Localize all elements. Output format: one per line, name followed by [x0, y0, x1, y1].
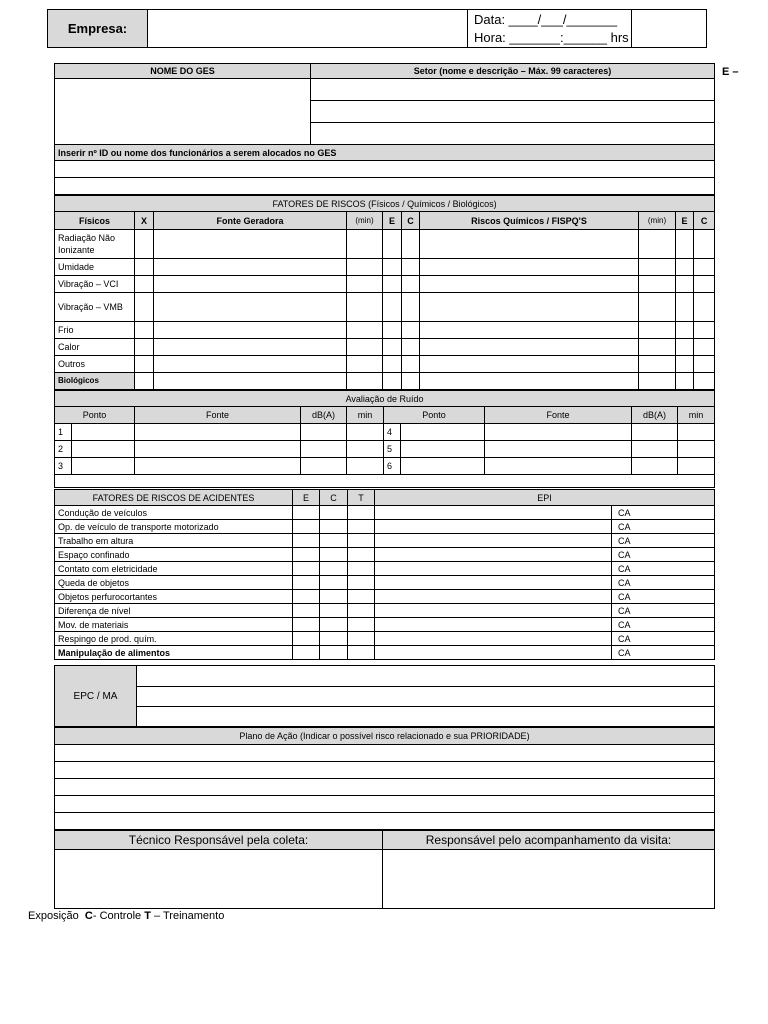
legend-t-text: – Treinamento: [154, 910, 225, 922]
legend-c-text: - Controle: [92, 910, 142, 922]
risco-input-cell[interactable]: [154, 373, 347, 390]
epc-label: EPC / MA: [55, 666, 137, 727]
acidentes-body: [55, 506, 715, 660]
col-e-header: E: [293, 490, 320, 506]
risco-input-cell[interactable]: [135, 339, 154, 356]
acidente-input-cell[interactable]: [375, 506, 612, 520]
acidente-label: Queda de objetos: [55, 576, 293, 590]
risco-input-cell[interactable]: [135, 356, 154, 373]
acidente-input-cell[interactable]: [348, 604, 375, 618]
acidente-label: Contato com eletricidade: [55, 562, 293, 576]
acidente-label: Espaço confinado: [55, 548, 293, 562]
ca-field[interactable]: CA: [612, 618, 715, 632]
plano-field[interactable]: [55, 779, 715, 796]
riscos-row: [55, 230, 715, 259]
ruido-body: [55, 424, 715, 475]
ruido-input-cell[interactable]: [301, 424, 347, 441]
risco-fisico-label: Calor: [55, 339, 135, 356]
acidente-input-cell[interactable]: [348, 618, 375, 632]
risco-input-cell[interactable]: [420, 293, 639, 322]
risco-input-cell[interactable]: [154, 230, 347, 259]
risco-input-cell[interactable]: [154, 259, 347, 276]
ruido-input-cell[interactable]: [347, 458, 384, 475]
acidente-input-cell[interactable]: [375, 548, 612, 562]
ca-field[interactable]: CA: [612, 520, 715, 534]
risco-input-cell[interactable]: [402, 322, 420, 339]
epc-table: [54, 665, 715, 727]
acidente-input-cell[interactable]: [375, 604, 612, 618]
risco-input-cell[interactable]: [639, 373, 676, 390]
plano-field[interactable]: [55, 745, 715, 762]
empresa-field[interactable]: [148, 10, 468, 48]
risco-input-cell[interactable]: [694, 293, 715, 322]
acidentes-table: [54, 489, 715, 660]
risco-input-cell[interactable]: [402, 339, 420, 356]
setor-field[interactable]: [311, 79, 715, 101]
risco-input-cell[interactable]: [420, 259, 639, 276]
risco-fisico-label: Vibração – VMB: [55, 293, 135, 322]
risco-input-cell[interactable]: [639, 339, 676, 356]
risco-fisico-label: Frio: [55, 322, 135, 339]
ruido-input-cell[interactable]: [135, 458, 301, 475]
risco-input-cell[interactable]: [694, 373, 715, 390]
risco-input-cell[interactable]: [347, 293, 383, 322]
acidente-input-cell[interactable]: [348, 632, 375, 646]
acidente-input-cell[interactable]: [293, 506, 320, 520]
risco-input-cell[interactable]: [347, 356, 383, 373]
ruido-input-cell[interactable]: [678, 424, 715, 441]
acidentes-title: FATORES DE RISCOS DE ACIDENTES: [55, 490, 293, 506]
acidente-row: [55, 632, 715, 646]
acidente-input-cell[interactable]: [320, 562, 348, 576]
tecnico-label: Técnico Responsável pela coleta:: [55, 831, 383, 850]
risco-input-cell[interactable]: [135, 373, 154, 390]
riscos-title: FATORES DE RISCOS (Físicos / Químicos / Biológicos): [55, 196, 715, 212]
col-c-header: C: [320, 490, 348, 506]
legend-exposicao: Exposição: [28, 910, 79, 922]
risco-input-cell[interactable]: [347, 230, 383, 259]
acidente-input-cell[interactable]: [293, 646, 320, 660]
plano-title: Plano de Ação (Indicar o possível risco relacionado e sua PRIORIDADE): [55, 728, 715, 745]
risco-input-cell[interactable]: [676, 339, 694, 356]
acidente-input-cell[interactable]: [293, 548, 320, 562]
ruido-input-cell[interactable]: [347, 424, 384, 441]
risco-input-cell[interactable]: [676, 293, 694, 322]
riscos-col-header: (min): [639, 212, 676, 230]
risco-input-cell[interactable]: [135, 259, 154, 276]
acidente-row: [55, 520, 715, 534]
nome-ges-field[interactable]: [55, 79, 311, 145]
risco-input-cell[interactable]: [402, 293, 420, 322]
acidente-input-cell[interactable]: [293, 618, 320, 632]
riscos-col-header: C: [694, 212, 715, 230]
risco-input-cell[interactable]: [420, 356, 639, 373]
acidente-input-cell[interactable]: [348, 590, 375, 604]
ruido-col-header: dB(A): [632, 407, 678, 424]
ruido-table: [54, 390, 715, 488]
funcionarios-field[interactable]: [55, 178, 715, 195]
ruido-row: [55, 458, 715, 475]
hora-label: Hora: _______:______ hrs: [474, 29, 629, 45]
acidente-input-cell[interactable]: [375, 562, 612, 576]
risco-input-cell[interactable]: [639, 276, 676, 293]
ruido-input-cell[interactable]: [678, 441, 715, 458]
risco-input-cell[interactable]: [420, 322, 639, 339]
ruido-col-header: min: [347, 407, 384, 424]
ruido-col-header: dB(A): [301, 407, 347, 424]
acidente-row: [55, 618, 715, 632]
risco-input-cell[interactable]: [676, 276, 694, 293]
responsavel-signature-field[interactable]: [383, 850, 715, 909]
acidente-input-cell[interactable]: [320, 548, 348, 562]
acidente-row: [55, 646, 715, 660]
riscos-col-header: Físicos: [55, 212, 135, 230]
risco-input-cell[interactable]: [135, 293, 154, 322]
risco-input-cell[interactable]: [154, 339, 347, 356]
risco-input-cell[interactable]: [135, 230, 154, 259]
ruido-input-cell[interactable]: [632, 424, 678, 441]
riscos-col-header: Fonte Geradora: [154, 212, 347, 230]
acidente-label: Respingo de prod. quím.: [55, 632, 293, 646]
ruido-input-cell[interactable]: [72, 424, 135, 441]
acidente-row: [55, 576, 715, 590]
ruido-spacer: [55, 475, 715, 488]
ruido-point-number: 4: [384, 424, 401, 441]
ca-field[interactable]: CA: [612, 646, 715, 660]
riscos-col-header: C: [402, 212, 420, 230]
ruido-input-cell[interactable]: [485, 441, 632, 458]
ca-field[interactable]: CA: [612, 506, 715, 520]
epc-field[interactable]: [137, 666, 715, 687]
acidente-input-cell[interactable]: [293, 562, 320, 576]
riscos-row: [55, 259, 715, 276]
riscos-col-header: E: [383, 212, 402, 230]
ca-field[interactable]: CA: [612, 576, 715, 590]
acidente-input-cell[interactable]: [293, 632, 320, 646]
setor-field[interactable]: [311, 123, 715, 145]
riscos-header-row: [55, 212, 715, 230]
risco-input-cell[interactable]: [676, 259, 694, 276]
risco-input-cell[interactable]: [402, 276, 420, 293]
ca-field[interactable]: CA: [612, 590, 715, 604]
ruido-input-cell[interactable]: [401, 458, 485, 475]
risco-input-cell[interactable]: [347, 259, 383, 276]
ruido-col-header: min: [678, 407, 715, 424]
acidente-input-cell[interactable]: [375, 646, 612, 660]
risco-input-cell[interactable]: [420, 339, 639, 356]
risco-input-cell[interactable]: [383, 339, 402, 356]
ca-field[interactable]: CA: [612, 604, 715, 618]
acidente-input-cell[interactable]: [320, 646, 348, 660]
ruido-input-cell[interactable]: [401, 424, 485, 441]
ruido-input-cell[interactable]: [347, 441, 384, 458]
ruido-input-cell[interactable]: [72, 441, 135, 458]
riscos-row: [55, 293, 715, 322]
risco-input-cell[interactable]: [402, 230, 420, 259]
risco-input-cell[interactable]: [135, 276, 154, 293]
ca-field[interactable]: CA: [612, 562, 715, 576]
acidente-input-cell[interactable]: [375, 618, 612, 632]
funcionarios-label: Inserir nº ID ou nome dos funcionários a serem alocados no GES: [55, 145, 715, 161]
acidente-input-cell[interactable]: [375, 520, 612, 534]
risco-input-cell[interactable]: [694, 356, 715, 373]
risco-input-cell[interactable]: [676, 230, 694, 259]
acidente-row: [55, 548, 715, 562]
ruido-header-row: [55, 407, 715, 424]
ruido-input-cell[interactable]: [678, 458, 715, 475]
acidente-label: Objetos perfurocortantes: [55, 590, 293, 604]
ruido-title: Avaliação de Ruído: [55, 391, 715, 407]
ruido-col-header: Ponto: [55, 407, 135, 424]
ca-field[interactable]: CA: [612, 534, 715, 548]
acidente-input-cell[interactable]: [293, 520, 320, 534]
risco-fisico-label: Vibração – VCI: [55, 276, 135, 293]
ruido-input-cell[interactable]: [301, 441, 347, 458]
risco-input-cell[interactable]: [639, 322, 676, 339]
riscos-col-header: (min): [347, 212, 383, 230]
risco-input-cell[interactable]: [347, 373, 383, 390]
risco-input-cell[interactable]: [347, 322, 383, 339]
ruido-point-number: 1: [55, 424, 72, 441]
assinaturas-table: [54, 830, 715, 909]
plano-field[interactable]: [55, 796, 715, 813]
acidente-input-cell[interactable]: [320, 520, 348, 534]
epc-field[interactable]: [137, 707, 715, 727]
acidente-input-cell[interactable]: [348, 576, 375, 590]
riscos-col-header: Riscos Químicos / FISPQ'S: [420, 212, 639, 230]
tecnico-signature-field[interactable]: [55, 850, 383, 909]
ruido-point-number: 2: [55, 441, 72, 458]
risco-input-cell[interactable]: [639, 259, 676, 276]
acidente-input-cell[interactable]: [293, 534, 320, 548]
responsavel-label: Responsável pelo acompanhamento da visita:: [383, 831, 715, 850]
funcionarios-field[interactable]: [55, 161, 715, 178]
acidente-input-cell[interactable]: [293, 604, 320, 618]
ruido-input-cell[interactable]: [485, 424, 632, 441]
ruido-input-cell[interactable]: [72, 458, 135, 475]
data-label: Data: ____/___/_______: [474, 11, 618, 27]
epi-header: EPI: [375, 490, 715, 506]
riscos-row: [55, 373, 715, 390]
ruido-col-header: Fonte: [485, 407, 632, 424]
riscos-col-header: E: [676, 212, 694, 230]
acidente-input-cell[interactable]: [320, 534, 348, 548]
riscos-col-header: X: [135, 212, 154, 230]
acidente-input-cell[interactable]: [293, 590, 320, 604]
nome-ges-label: NOME DO GES: [55, 64, 311, 79]
acidente-input-cell[interactable]: [348, 646, 375, 660]
ruido-col-header: Fonte: [135, 407, 301, 424]
ruido-row: [55, 424, 715, 441]
setor-field[interactable]: [311, 101, 715, 123]
acidente-row: [55, 562, 715, 576]
ca-field[interactable]: CA: [612, 548, 715, 562]
acidente-input-cell[interactable]: [348, 534, 375, 548]
risco-input-cell[interactable]: [420, 373, 639, 390]
acidente-label: Op. de veículo de transporte motorizado: [55, 520, 293, 534]
acidente-input-cell[interactable]: [320, 590, 348, 604]
ruido-row: [55, 441, 715, 458]
riscos-table: [54, 195, 715, 390]
acidente-row: [55, 506, 715, 520]
risco-input-cell[interactable]: [639, 356, 676, 373]
header-extra-cell: [632, 10, 707, 48]
risco-input-cell[interactable]: [694, 339, 715, 356]
risco-input-cell[interactable]: [383, 293, 402, 322]
ges-table: [54, 63, 715, 195]
acidente-input-cell[interactable]: [348, 506, 375, 520]
ruido-input-cell[interactable]: [401, 441, 485, 458]
risco-input-cell[interactable]: [383, 356, 402, 373]
side-note: E –: [722, 66, 739, 78]
acidente-input-cell[interactable]: [375, 590, 612, 604]
risco-input-cell[interactable]: [694, 276, 715, 293]
plano-table: [54, 727, 715, 830]
risco-input-cell[interactable]: [402, 373, 420, 390]
col-t-header: T: [348, 490, 375, 506]
risco-input-cell[interactable]: [347, 339, 383, 356]
riscos-row: [55, 356, 715, 373]
setor-label: Setor (nome e descrição – Máx. 99 caracteres): [311, 64, 715, 79]
riscos-row: [55, 322, 715, 339]
risco-input-cell[interactable]: [639, 293, 676, 322]
acidente-label: Condução de veículos: [55, 506, 293, 520]
risco-input-cell[interactable]: [154, 322, 347, 339]
ruido-input-cell[interactable]: [135, 441, 301, 458]
epc-field[interactable]: [137, 687, 715, 707]
risco-input-cell[interactable]: [639, 230, 676, 259]
acidente-label: Trabalho em altura: [55, 534, 293, 548]
riscos-row: [55, 276, 715, 293]
acidente-input-cell[interactable]: [320, 604, 348, 618]
ruido-input-cell[interactable]: [301, 458, 347, 475]
ruido-input-cell[interactable]: [632, 458, 678, 475]
empresa-label: Empresa:: [48, 10, 148, 48]
legend-c-letter: C: [84, 910, 93, 922]
risco-input-cell[interactable]: [694, 259, 715, 276]
acidente-input-cell[interactable]: [375, 632, 612, 646]
risco-input-cell[interactable]: [676, 373, 694, 390]
risco-input-cell[interactable]: [383, 322, 402, 339]
acidente-input-cell[interactable]: [320, 618, 348, 632]
acidente-input-cell[interactable]: [348, 562, 375, 576]
risco-input-cell[interactable]: [676, 356, 694, 373]
acidente-row: [55, 604, 715, 618]
acidente-input-cell[interactable]: [348, 548, 375, 562]
risco-fisico-label: Umidade: [55, 259, 135, 276]
risco-input-cell[interactable]: [694, 322, 715, 339]
acidente-input-cell[interactable]: [320, 506, 348, 520]
risco-input-cell[interactable]: [135, 322, 154, 339]
acidente-row: [55, 534, 715, 548]
acidente-label: Mov. de materiais: [55, 618, 293, 632]
ca-field[interactable]: CA: [612, 632, 715, 646]
plano-field[interactable]: [55, 813, 715, 830]
acidente-label: Diferença de nível: [55, 604, 293, 618]
acidente-row: [55, 590, 715, 604]
risco-fisico-label: Radiação Não Ionizante: [55, 230, 135, 259]
legend-t-letter: T: [144, 910, 151, 922]
risco-input-cell[interactable]: [676, 322, 694, 339]
acidente-input-cell[interactable]: [320, 576, 348, 590]
risco-input-cell[interactable]: [383, 373, 402, 390]
acidente-input-cell[interactable]: [375, 534, 612, 548]
risco-input-cell[interactable]: [154, 356, 347, 373]
header-table: [47, 9, 707, 48]
risco-input-cell[interactable]: [420, 276, 639, 293]
acidente-input-cell[interactable]: [348, 520, 375, 534]
acidente-input-cell[interactable]: [293, 576, 320, 590]
acidente-input-cell[interactable]: [375, 576, 612, 590]
ruido-point-number: 3: [55, 458, 72, 475]
risco-input-cell[interactable]: [383, 230, 402, 259]
ruido-input-cell[interactable]: [135, 424, 301, 441]
riscos-body: [55, 230, 715, 390]
ruido-input-cell[interactable]: [632, 441, 678, 458]
ruido-input-cell[interactable]: [485, 458, 632, 475]
riscos-row: [55, 339, 715, 356]
risco-input-cell[interactable]: [383, 259, 402, 276]
ruido-col-header: Ponto: [384, 407, 485, 424]
ruido-point-number: 6: [384, 458, 401, 475]
risco-input-cell[interactable]: [347, 276, 383, 293]
plano-field[interactable]: [55, 762, 715, 779]
acidente-input-cell[interactable]: [320, 632, 348, 646]
ruido-point-number: 5: [384, 441, 401, 458]
risco-input-cell[interactable]: [402, 356, 420, 373]
risco-input-cell[interactable]: [383, 276, 402, 293]
risco-fisico-label: Outros: [55, 356, 135, 373]
risco-input-cell[interactable]: [154, 293, 347, 322]
risco-input-cell[interactable]: [402, 259, 420, 276]
legend: [28, 910, 224, 922]
risco-input-cell[interactable]: [154, 276, 347, 293]
acidente-label: Manipulação de alimentos: [55, 646, 293, 660]
risco-input-cell[interactable]: [694, 230, 715, 259]
risco-input-cell[interactable]: [420, 230, 639, 259]
risco-fisico-label: Biológicos: [55, 373, 135, 390]
